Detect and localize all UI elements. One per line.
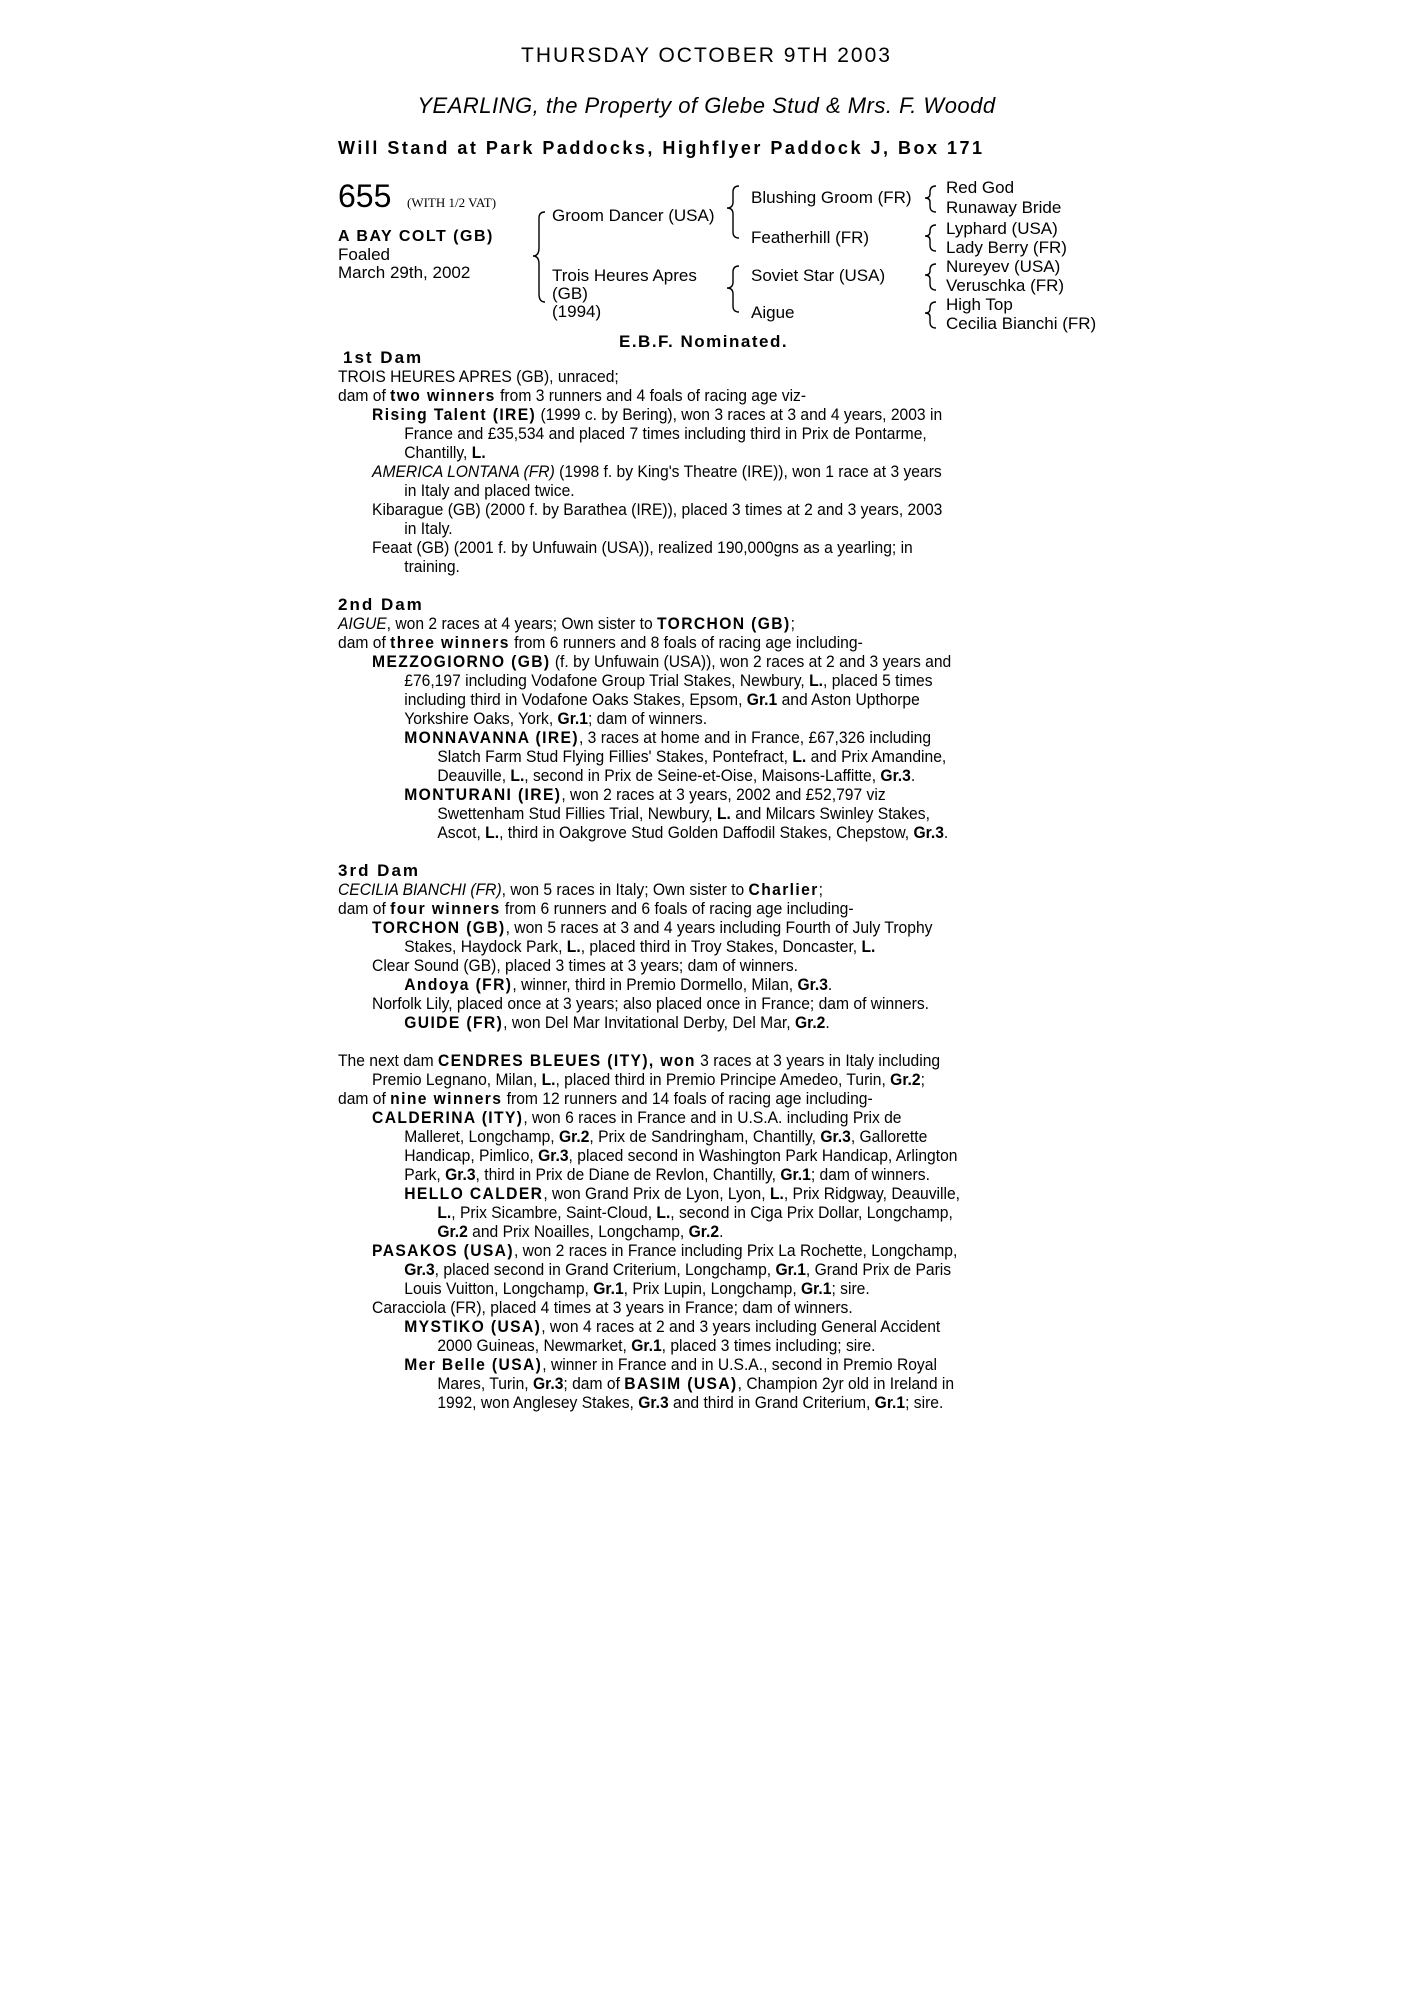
produce-entry-cont: Gr.3, placed second in Grand Criterium, Longchamp, Gr.1, Grand Prix de Paris	[404, 1260, 952, 1279]
pedigree-g6: Veruschka (FR)	[946, 276, 1065, 295]
lot-number: 655	[338, 178, 392, 214]
first-dam-summary: dam of two winners from 3 runners and 4 foals of racing age viz-	[338, 386, 807, 405]
produce-entry-cont: in Italy.	[404, 519, 453, 538]
ebf-nominated: E.B.F. Nominated.	[619, 332, 789, 351]
bracket-g1	[925, 186, 936, 212]
produce-entry-cont: training.	[404, 557, 460, 576]
produce-entry: PASAKOS (USA), won 2 races in France including Prix La Rochette, Longchamp,	[372, 1241, 958, 1260]
next-dam-line: The next dam CENDRES BLEUES (ITY), won 3 races at 3 years in Italy including	[338, 1051, 941, 1070]
produce-entry: MYSTIKO (USA), won 4 races at 2 and 3 years including General Accident	[404, 1317, 941, 1336]
produce-entry: Rising Talent (IRE) (1999 c. by Bering), won 3 races at 3 and 4 years, 2003 in	[372, 405, 943, 424]
produce-entry-cont: France and £35,534 and placed 7 times including third in Prix de Pontarme,	[404, 424, 927, 443]
bracket-main	[533, 212, 545, 302]
pedigree-sire-dam: Featherhill (FR)	[751, 228, 870, 247]
produce-entry-cont: Yorkshire Oaks, York, Gr.1; dam of winners.	[404, 709, 708, 728]
produce-entry: Feaat (GB) (2001 f. by Unfuwain (USA)), realized 190,000gns as a yearling; in	[372, 538, 913, 557]
third-dam-summary: dam of four winners from 6 runners and 6 foals of racing age including-	[338, 899, 854, 918]
produce-entry: MONNAVANNA (IRE), 3 races at home and in France, £67,326 including	[404, 728, 932, 747]
produce-entry-cont: Slatch Farm Stud Flying Fillies' Stakes, Pontefract, L. and Prix Amandine,	[437, 747, 947, 766]
pedigree-g5: Nureyev (USA)	[946, 257, 1061, 276]
produce-entry-cont: £76,197 including Vodafone Group Trial Stakes, Newbury, L., placed 5 times	[404, 671, 933, 690]
horse-title: A BAY COLT (GB)	[338, 228, 494, 245]
pedigree-dam-sire: Soviet Star (USA)	[751, 266, 886, 285]
produce-entry: Caracciola (FR), placed 4 times at 3 years in France; dam of winners.	[372, 1298, 853, 1317]
produce-entry-cont: Gr.2 and Prix Noailles, Longchamp, Gr.2.	[437, 1222, 724, 1241]
produce-entry: MEZZOGIORNO (GB) (f. by Unfuwain (USA)), won 2 races at 2 and 3 years and	[372, 652, 952, 671]
produce-entry-cont: L., Prix Sicambre, Saint-Cloud, L., second in Ciga Prix Dollar, Longchamp,	[437, 1203, 953, 1222]
pedigree-g1: Red God	[946, 178, 1015, 197]
produce-entry: AMERICA LONTANA (FR) (1998 f. by King's Theatre (IRE)), won 1 race at 3 years	[372, 462, 942, 481]
foaled-date: March 29th, 2002	[338, 263, 471, 282]
produce-entry-cont: Mares, Turin, Gr.3; dam of BASIM (USA), Champion 2yr old in Ireland in	[437, 1374, 955, 1393]
stable-location-heading: Will Stand at Park Paddocks, Highflyer Paddock J, Box 171	[338, 138, 985, 158]
produce-entry: MONTURANI (IRE), won 2 races at 3 years, 2002 and £52,797 viz	[404, 785, 886, 804]
next-dam-line-cont: Premio Legnano, Milan, L., placed third in Premio Principe Amedeo, Turin, Gr.2;	[372, 1070, 925, 1089]
pedigree-g4: Lady Berry (FR)	[946, 238, 1067, 257]
produce-entry: Mer Belle (USA), winner in France and in U.S.A., second in Premio Royal	[404, 1355, 937, 1374]
produce-entry: Kibarague (GB) (2000 f. by Barathea (IRE)), placed 3 times at 2 and 3 years, 2003	[372, 500, 943, 519]
pedigree-dam-name: Trois Heures Apres	[552, 266, 697, 285]
second-dam-summary: dam of three winners from 6 runners and 8 foals of racing age including-	[338, 633, 863, 652]
pedigree-dam-year: (1994)	[552, 302, 602, 321]
produce-entry: Clear Sound (GB), placed 3 times at 3 years; dam of winners.	[372, 956, 798, 975]
produce-entry: GUIDE (FR), won Del Mar Invitational Derby, Del Mar, Gr.2.	[404, 1013, 830, 1032]
second-dam-heading: 2nd Dam	[338, 595, 424, 614]
produce-entry: Andoya (FR), winner, third in Premio Dormello, Milan, Gr.3.	[404, 975, 833, 994]
produce-entry-cont: Chantilly, L.	[404, 443, 486, 462]
produce-entry-cont: Louis Vuitton, Longchamp, Gr.1, Prix Lupin, Longchamp, Gr.1; sire.	[404, 1279, 870, 1298]
produce-entry-cont: in Italy and placed twice.	[404, 481, 575, 500]
first-dam-heading: 1st Dam	[343, 348, 424, 367]
produce-entry-cont: Swettenham Stud Fillies Trial, Newbury, L. and Milcars Swinley Stakes,	[437, 804, 930, 823]
foaled-label: Foaled	[338, 245, 390, 264]
produce-entry: HELLO CALDER, won Grand Prix de Lyon, Lyon, L., Prix Ridgway, Deauville,	[404, 1184, 961, 1203]
sale-title-heading: YEARLING, the Property of Glebe Stud & Mrs. F. Woodd	[417, 93, 996, 118]
bracket-g4	[925, 302, 936, 328]
produce-entry-cont: including third in Vodafone Oaks Stakes, Epsom, Gr.1 and Aston Upthorpe	[404, 690, 920, 709]
pedigree-sire: Groom Dancer (USA)	[552, 206, 715, 225]
pedigree-g3: Lyphard (USA)	[946, 219, 1058, 238]
second-dam-line: AIGUE, won 2 races at 4 years; Own sister to TORCHON (GB);	[338, 614, 795, 633]
pedigree-dam-dam: Aigue	[751, 303, 795, 322]
pedigree-g2: Runaway Bride	[946, 198, 1062, 217]
pedigree-g8: Cecilia Bianchi (FR)	[946, 314, 1097, 333]
third-dam-line: CECILIA BIANCHI (FR), won 5 races in Italy; Own sister to Charlier;	[338, 880, 824, 899]
lot-vat-note: (WITH 1/2 VAT)	[407, 195, 497, 210]
dam-produce-record	[338, 348, 1078, 1412]
third-dam-heading: 3rd Dam	[338, 861, 421, 880]
bracket-sire	[727, 186, 739, 238]
produce-entry: Norfolk Lily, placed once at 3 years; also placed once in France; dam of winners.	[372, 994, 929, 1013]
produce-entry: CALDERINA (ITY), won 6 races in France and in U.S.A. including Prix de	[372, 1108, 902, 1127]
pedigree-dam-origin: (GB)	[552, 284, 588, 303]
first-dam-line: TROIS HEURES APRES (GB), unraced;	[338, 367, 619, 386]
bracket-g2	[925, 225, 936, 251]
sale-date-heading: THURSDAY OCTOBER 9TH 2003	[521, 44, 892, 67]
bracket-dam	[727, 266, 739, 312]
produce-entry-cont: Ascot, L., third in Oakgrove Stud Golden Daffodil Stakes, Chepstow, Gr.3.	[437, 823, 949, 842]
bracket-g3	[925, 264, 936, 290]
pedigree-g7: High Top	[946, 295, 1013, 314]
produce-entry-cont: Stakes, Haydock Park, L., placed third in Troy Stakes, Doncaster, L.	[404, 937, 876, 956]
produce-entry-cont: 1992, won Anglesey Stakes, Gr.3 and third in Grand Criterium, Gr.1; sire.	[437, 1393, 944, 1412]
produce-entry-cont: Handicap, Pimlico, Gr.3, placed second in Washington Park Handicap, Arlington	[404, 1146, 958, 1165]
pedigree-sire-sire: Blushing Groom (FR)	[751, 188, 912, 207]
produce-entry-cont: Deauville, L., second in Prix de Seine-et-Oise, Maisons-Laffitte, Gr.3.	[437, 766, 916, 785]
produce-entry-cont: Park, Gr.3, third in Prix de Diane de Revlon, Chantilly, Gr.1; dam of winners.	[404, 1165, 930, 1184]
next-dam-summary: dam of nine winners from 12 runners and 14 foals of racing age including-	[338, 1089, 873, 1108]
produce-entry-cont: Malleret, Longchamp, Gr.2, Prix de Sandringham, Chantilly, Gr.3, Gallorette	[404, 1127, 928, 1146]
produce-entry: TORCHON (GB), won 5 races at 3 and 4 years including Fourth of July Trophy	[372, 918, 933, 937]
pedigree-brackets	[0, 0, 1413, 340]
produce-entry-cont: 2000 Guineas, Newmarket, Gr.1, placed 3 times including; sire.	[437, 1336, 876, 1355]
